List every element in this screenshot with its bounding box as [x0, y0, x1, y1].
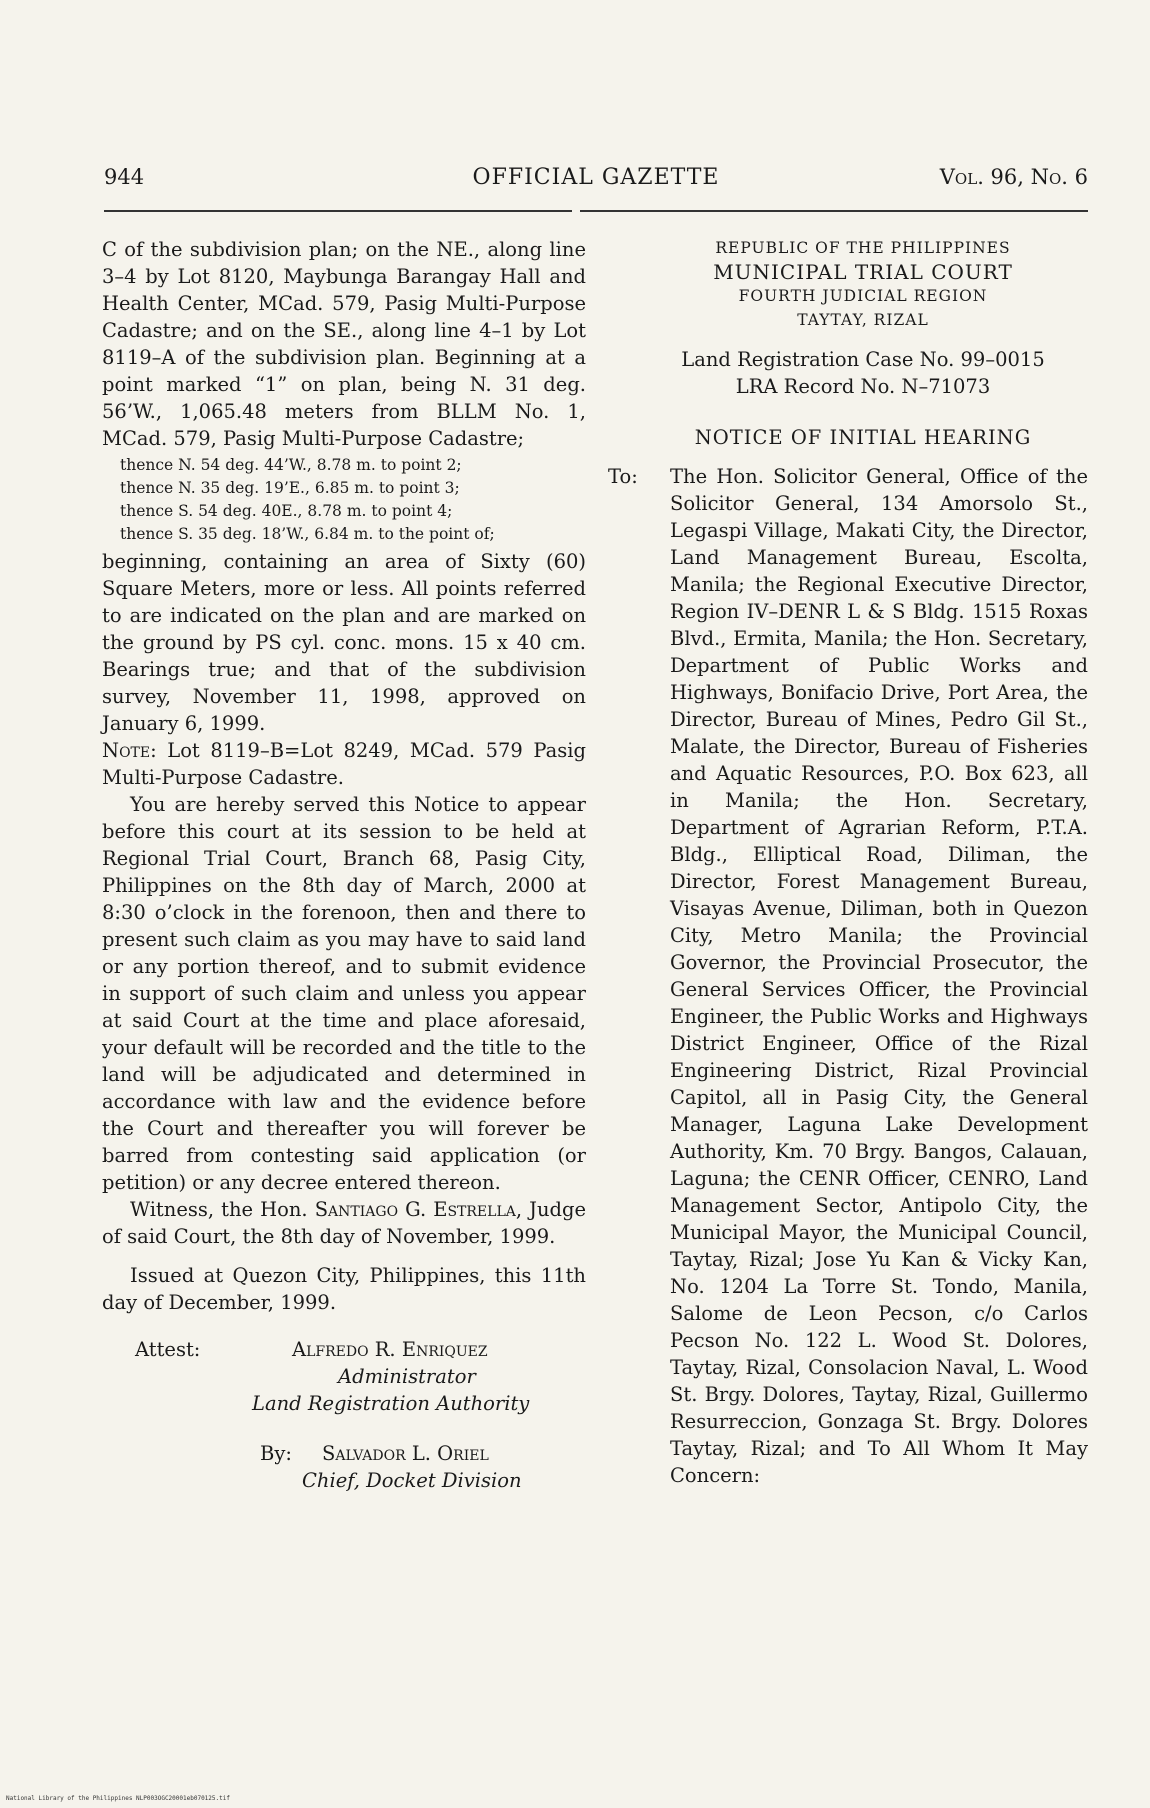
notice-body: You are hereby served this Notice to appear before this court at its session to be held at Regional Trial Court, Branch 68, Pasig City, Philippines on the 8th day of March, 2000 at 8:30 o’clock in the forenoon, then and there to present such claim as you may have to said land or any portion thereof, and to submit evidence in support of such claim and unless you appear at said Court at the time and place aforesaid, your default will be recorded and the title to the land will be adjudicated and determined in accordance with law and the evidence before the Court and thereafter you will forever be barred from contesting said application (or petition) or any decree entered thereon. [102, 793, 586, 1194]
attestation-block [102, 1338, 586, 1514]
witness-paragraph [102, 1196, 586, 1250]
course-line: thence N. 35 deg. 19’E., 6.85 m. to point 3; [120, 479, 460, 497]
attest-title: Administrator [338, 1365, 476, 1388]
attest-label: Attest: [135, 1338, 201, 1361]
scan-footer: National Library of the Philippines NLP003OGC20001eb070125.tif [6, 1795, 230, 1802]
lra-record-number: LRA Record No. N–71073 [735, 375, 991, 398]
attest-agency: Land Registration Authority [252, 1392, 530, 1415]
page-number: 944 [104, 165, 145, 189]
header-rule-left [104, 210, 572, 212]
survey-courses [120, 454, 586, 546]
case-number: Land Registration Case No. 99–0015 [681, 348, 1045, 371]
by-title: Chief, Docket Division [302, 1469, 522, 1492]
addressees-block [608, 463, 1088, 1489]
left-column [102, 236, 586, 1514]
court-heading: MUNICIPAL TRIAL COURT [713, 260, 1013, 284]
volume-number: Vol. 96, No. 6 [939, 165, 1088, 189]
addressees-text: The Hon. Solicitor General, Office of the Solicitor General, 134 Amorsolo St., Legaspi Village, Makati City, the Director, Land Management Bureau, Escolta, Manila; the Regional Executive Director, Region IV–DENR L & S Bldg. 1515 Roxas Blvd., Ermita, Manila; the Hon. Secretary, Department of Public Works and Highways, Bonifacio Drive, Port Area, the Director, Bureau of Mines, Pedro Gil St., Malate, the Director, Bureau of Fisheries and Aquatic Resources, P.O. Box 623, all in Manila; the Hon. Secretary, Department of Agrarian Reform, P.T.A. Bldg., Elliptical Road, Diliman, the Director, Forest Management Bureau, Visayas Avenue, Diliman, both in Quezon City, Metro Manila; the Provincial Governor, the Provincial Prosecutor, the General Services Officer, the Provincial Engineer, the Public Works and Highways District Engineer, Office of the Rizal Engineering District, Rizal Provincial Capitol, all in Pasig City, the General Manager, Laguna Lake Development Authority, Km. 70 Brgy. Bangos, Calauan, Laguna; the CENR Officer, CENRO, Land Management Sector, Antipolo City, the Municipal Mayor, the Municipal Council, Taytay, Rizal; Jose Yu Kan & Vicky Kan, No. 1204 La Torre St. Tondo, Manila, Salome de Leon Pecson, c/o Carlos Pecson No. 122 L. Wood St. Dolores, Taytay, Rizal, Consolacion Naval, L. Wood St. Brgy. Dolores, Taytay, Rizal, Guillermo Resurreccion, Gonzaga St. Brgy. Dolores Taytay, Rizal; and To All Whom It May Concern: [670, 465, 1088, 1487]
notice-title: NOTICE OF INITIAL HEARING [694, 426, 1032, 449]
header-rule-right [580, 210, 1088, 212]
to-label: To: [608, 465, 638, 488]
survey-description: C of the subdivision plan; on the NE., along line 3–4 by Lot 8120, Maybunga Barangay Hall and Health Center, MCad. 579, Pasig Multi-Purpose Cadastre; and on the SE., along line 4–1 by Lot 8119–A of the subdivision plan. Beginning at a point marked “1” on plan, being N. 31 deg. 56’W., 1,065.48 meters from BLLM No. 1, MCad. 579, Pasig Multi-Purpose Cadastre; [102, 238, 586, 450]
note-paragraph [102, 737, 586, 791]
issued-paragraph: Issued at Quezon City, Philippines, this 11th day of December, 1999. [102, 1264, 586, 1314]
witness-name: Santiago G. Estrella [314, 1198, 516, 1221]
witness-pre: Witness, the Hon. [130, 1198, 315, 1221]
region-heading: FOURTH JUDICIAL REGION [738, 287, 988, 305]
course-line: thence S. 35 deg. 18’W., 6.84 m. to the point of; [120, 525, 495, 543]
place-heading: TAYTAY, RIZAL [797, 311, 929, 329]
note-label: Note [102, 739, 151, 762]
by-name: Salvador L. Oriel [322, 1442, 489, 1465]
area-description: beginning, containing an area of Sixty (60) Square Meters, more or less. All points referred to are indicated on the plan and are marked on the ground by PS cyl. conc. mons. 15 x 40 cm. Bearings true; and that of the subdivision survey, November 11, 1998, approved on January 6, 1999. [102, 550, 586, 735]
republic-heading: REPUBLIC OF THE PHILIPPINES [715, 239, 1011, 257]
publication-title: OFFICIAL GAZETTE [472, 165, 720, 190]
witness-post: , Judge of said Court, the 8th day of November, 1999. [102, 1198, 587, 1248]
course-line: thence N. 54 deg. 44’W., 8.78 m. to point 2; [120, 456, 462, 474]
right-column [608, 236, 1088, 1489]
page-header [104, 165, 1088, 195]
by-label: By: [260, 1442, 292, 1465]
note-text: : Lot 8119–B=Lot 8249, MCad. 579 Pasig Multi-Purpose Cadastre. [102, 739, 586, 789]
course-line: thence S. 54 deg. 40E., 8.78 m. to point 4; [120, 502, 453, 520]
attest-name: Alfredo R. Enriquez [292, 1338, 488, 1361]
